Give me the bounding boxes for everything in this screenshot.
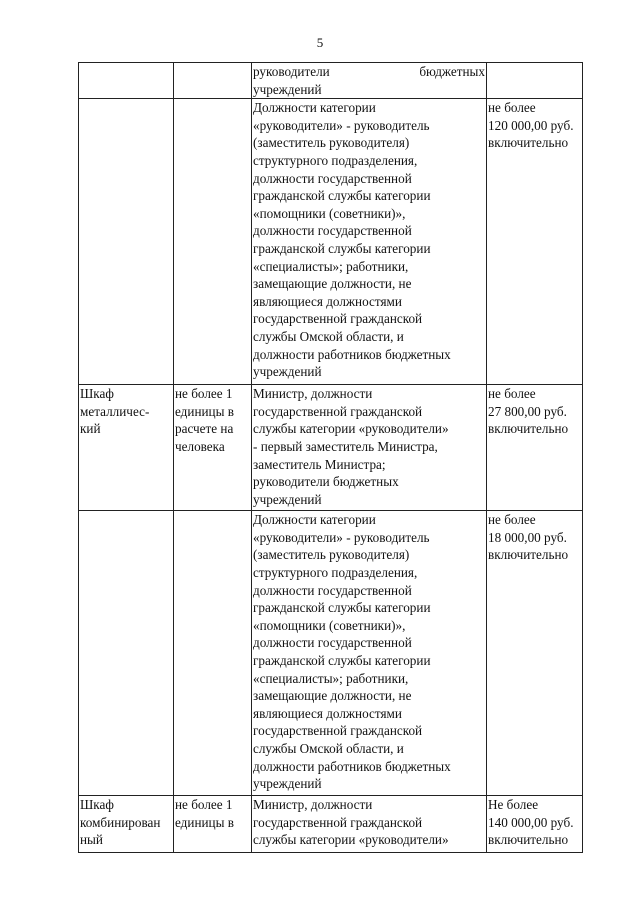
norm-cell — [174, 511, 252, 796]
price-cell — [487, 63, 583, 99]
norm-cell: не более 1 единицы в — [174, 796, 252, 853]
item-cell: Шкаф комбинирован ный — [79, 796, 174, 853]
norm-cell: не более 1 единицы в расчете на человека — [174, 385, 252, 511]
item-cell — [79, 511, 174, 796]
price-cell: не более 18 000,00 руб. включительно — [487, 511, 583, 796]
table-row — [79, 385, 583, 511]
position-cell: Должности категории «руководители» - руководитель (заместитель руководителя) структурного подразделения, должности государственной гражданской службы категории «помощники (советники)», должности государственной гражданской службы категории «специалисты»; работники, замещающие должности, не являющиеся должностями государственной гражданской службы Омской области, и должности работников бюджетных учреждений — [252, 511, 487, 796]
position-cell: Министр, должности государственной гражданской службы категории «руководители» - первый заместитель Министра, заместитель Министра; руководители бюджетных учреждений — [252, 385, 487, 511]
price-cell: не более 120 000,00 руб. включительно — [487, 99, 583, 385]
table-row — [79, 511, 583, 796]
item-cell — [79, 99, 174, 385]
norm-cell — [174, 99, 252, 385]
table-row — [79, 796, 583, 853]
position-line-justified: руководители бюджетных — [253, 64, 485, 79]
table-row — [79, 63, 583, 99]
price-cell: Не более 140 000,00 руб. включительно — [487, 796, 583, 853]
price-cell: не более 27 800,00 руб. включительно — [487, 385, 583, 511]
position-cell: Министр, должности государственной гражданской службы категории «руководители» — [252, 796, 487, 853]
position-cell — [252, 63, 487, 99]
page-number: 5 — [316, 35, 324, 50]
table-row — [79, 99, 583, 385]
position-cell: Должности категории «руководители» - руководитель (заместитель руководителя) структурного подразделения, должности государственной гражданской службы категории «помощники (советники)», должности государственной гражданской службы категории «специалисты»; работники, замещающие должности, не являющиеся должностями государственной гражданской службы Омской области, и должности работников бюджетных учреждений — [252, 99, 487, 385]
norm-cell — [174, 63, 252, 99]
item-cell — [79, 63, 174, 99]
position-line: учреждений — [253, 81, 322, 97]
item-cell: Шкаф металличес- кий — [79, 385, 174, 511]
norms-table — [78, 62, 583, 853]
